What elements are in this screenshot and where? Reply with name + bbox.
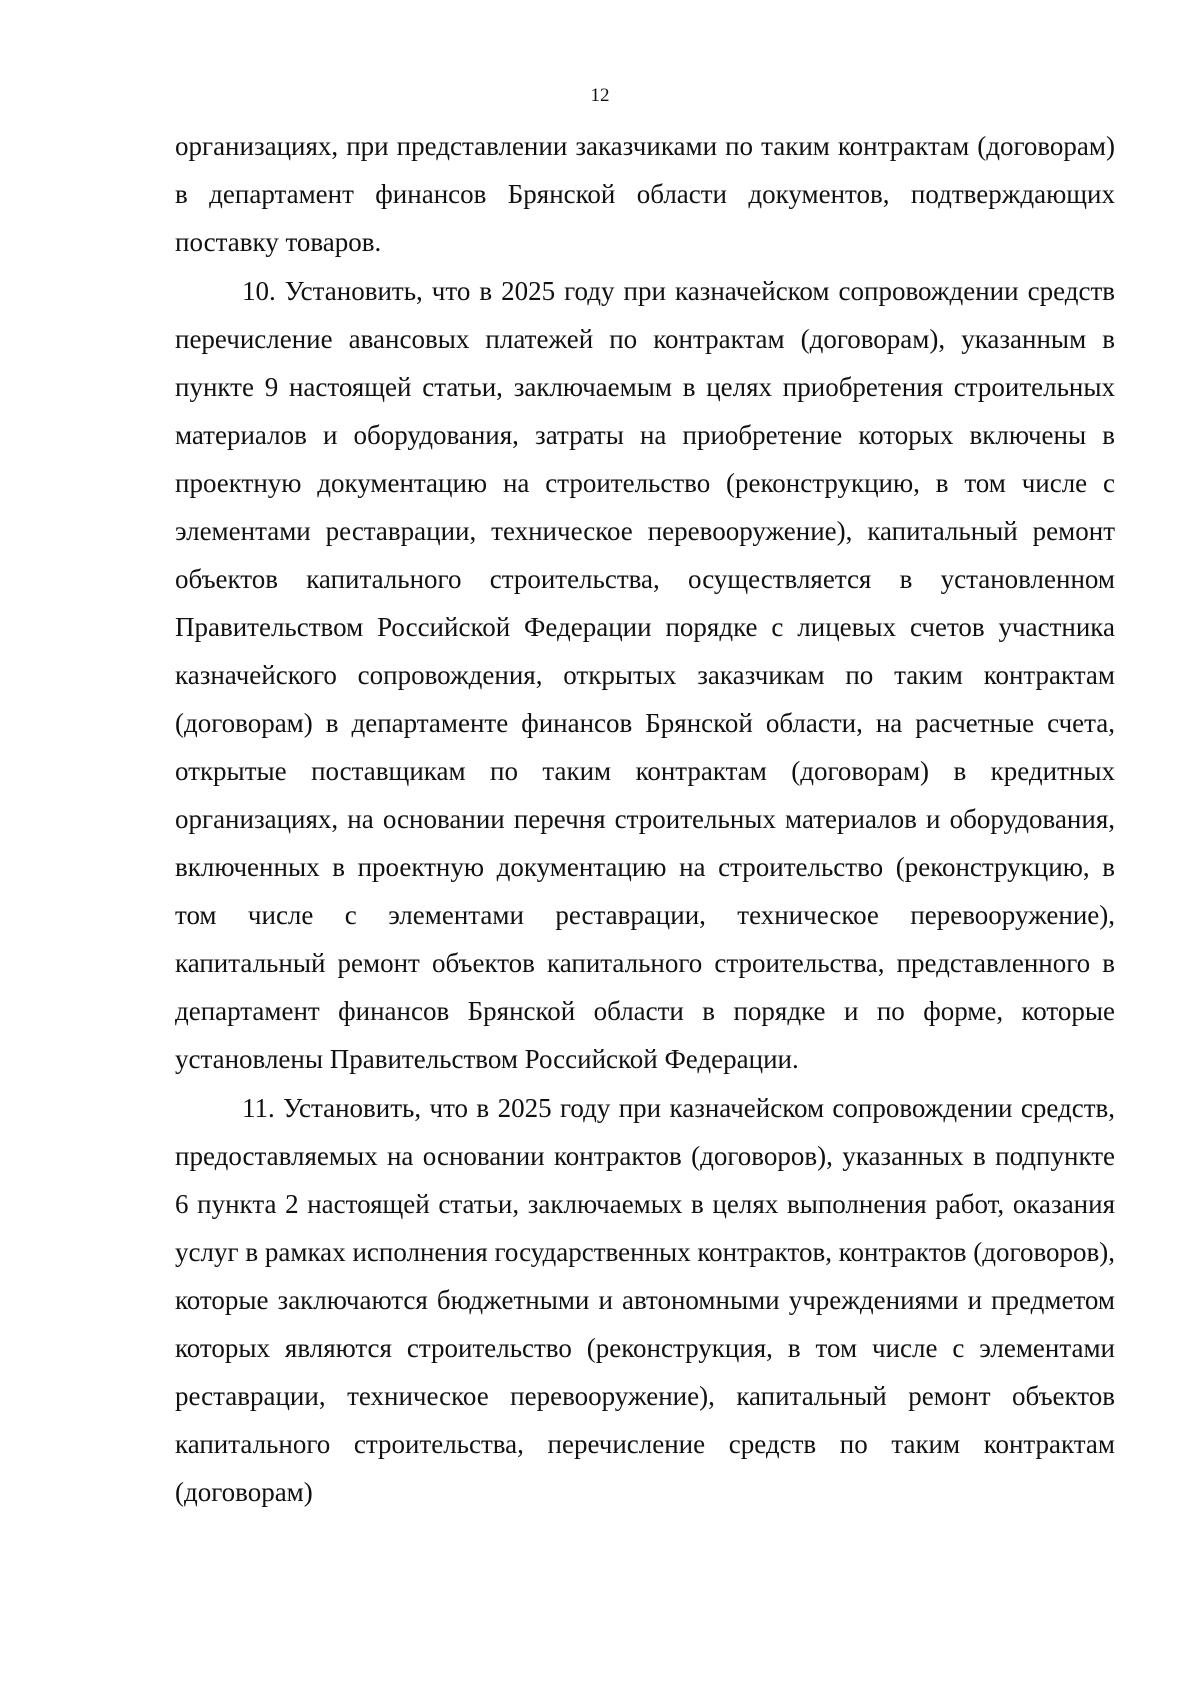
paragraph-item-11: 11. Установить, что в 2025 году при казначейском сопровождении средств, предоставляемых на основании контрактов (договоров), указанных в подпункте 6 пункта 2 настоящей статьи, заключаемых в целях выполнения работ, оказания услуг в рамках исполнения государственных контрактов, контрактов (договоров), которые заключаются бюджетными и автономными учреждениями и предметом которых являются строительство (реконструкция, в том числе с элементами реставрации, техническое перевооружение), капитальный ремонт объектов капитального строительства, перечисление средств по таким контрактам (договорам) (175, 1093, 1115, 1507)
page-number: 12 (590, 85, 610, 106)
document-body (175, 122, 1115, 1516)
paragraph-item-10: 10. Установить, что в 2025 году при казначейском сопровождении средств перечисление авансовых платежей по контрактам (договорам), указанным в пункте 9 настоящей статьи, заключаемым в целях приобретения строительных материалов и оборудования, затраты на приобретение которых включены в проектную документацию на строительство (реконструкцию, в том числе с элементами реставрации, техническое перевооружение), капитальный ремонт объектов капитального строительства, осуществляется в установленном Правительством Российской Федерации порядке с лицевых счетов участника казначейского сопровождения, открытых заказчикам по таким контрактам (договорам) в департаменте финансов Брянской области, на расчетные счета, открытые поставщикам по таким контрактам (договорам) в кредитных организациях, на основании перечня строительных материалов и оборудования, включенных в проектную документацию на строительство (реконструкцию, в том числе с элементами реставрации, техническое перевооружение), капитальный ремонт объектов капитального строительства, представленного в департамент финансов Брянской области в порядке и по форме, которые установлены Правительством Российской Федерации. (175, 276, 1115, 1074)
paragraph-continuation: организациях, при представлении заказчиками по таким контрактам (договорам) в департамент финансов Брянской области документов, подтверждающих поставку товаров. (175, 131, 1115, 257)
